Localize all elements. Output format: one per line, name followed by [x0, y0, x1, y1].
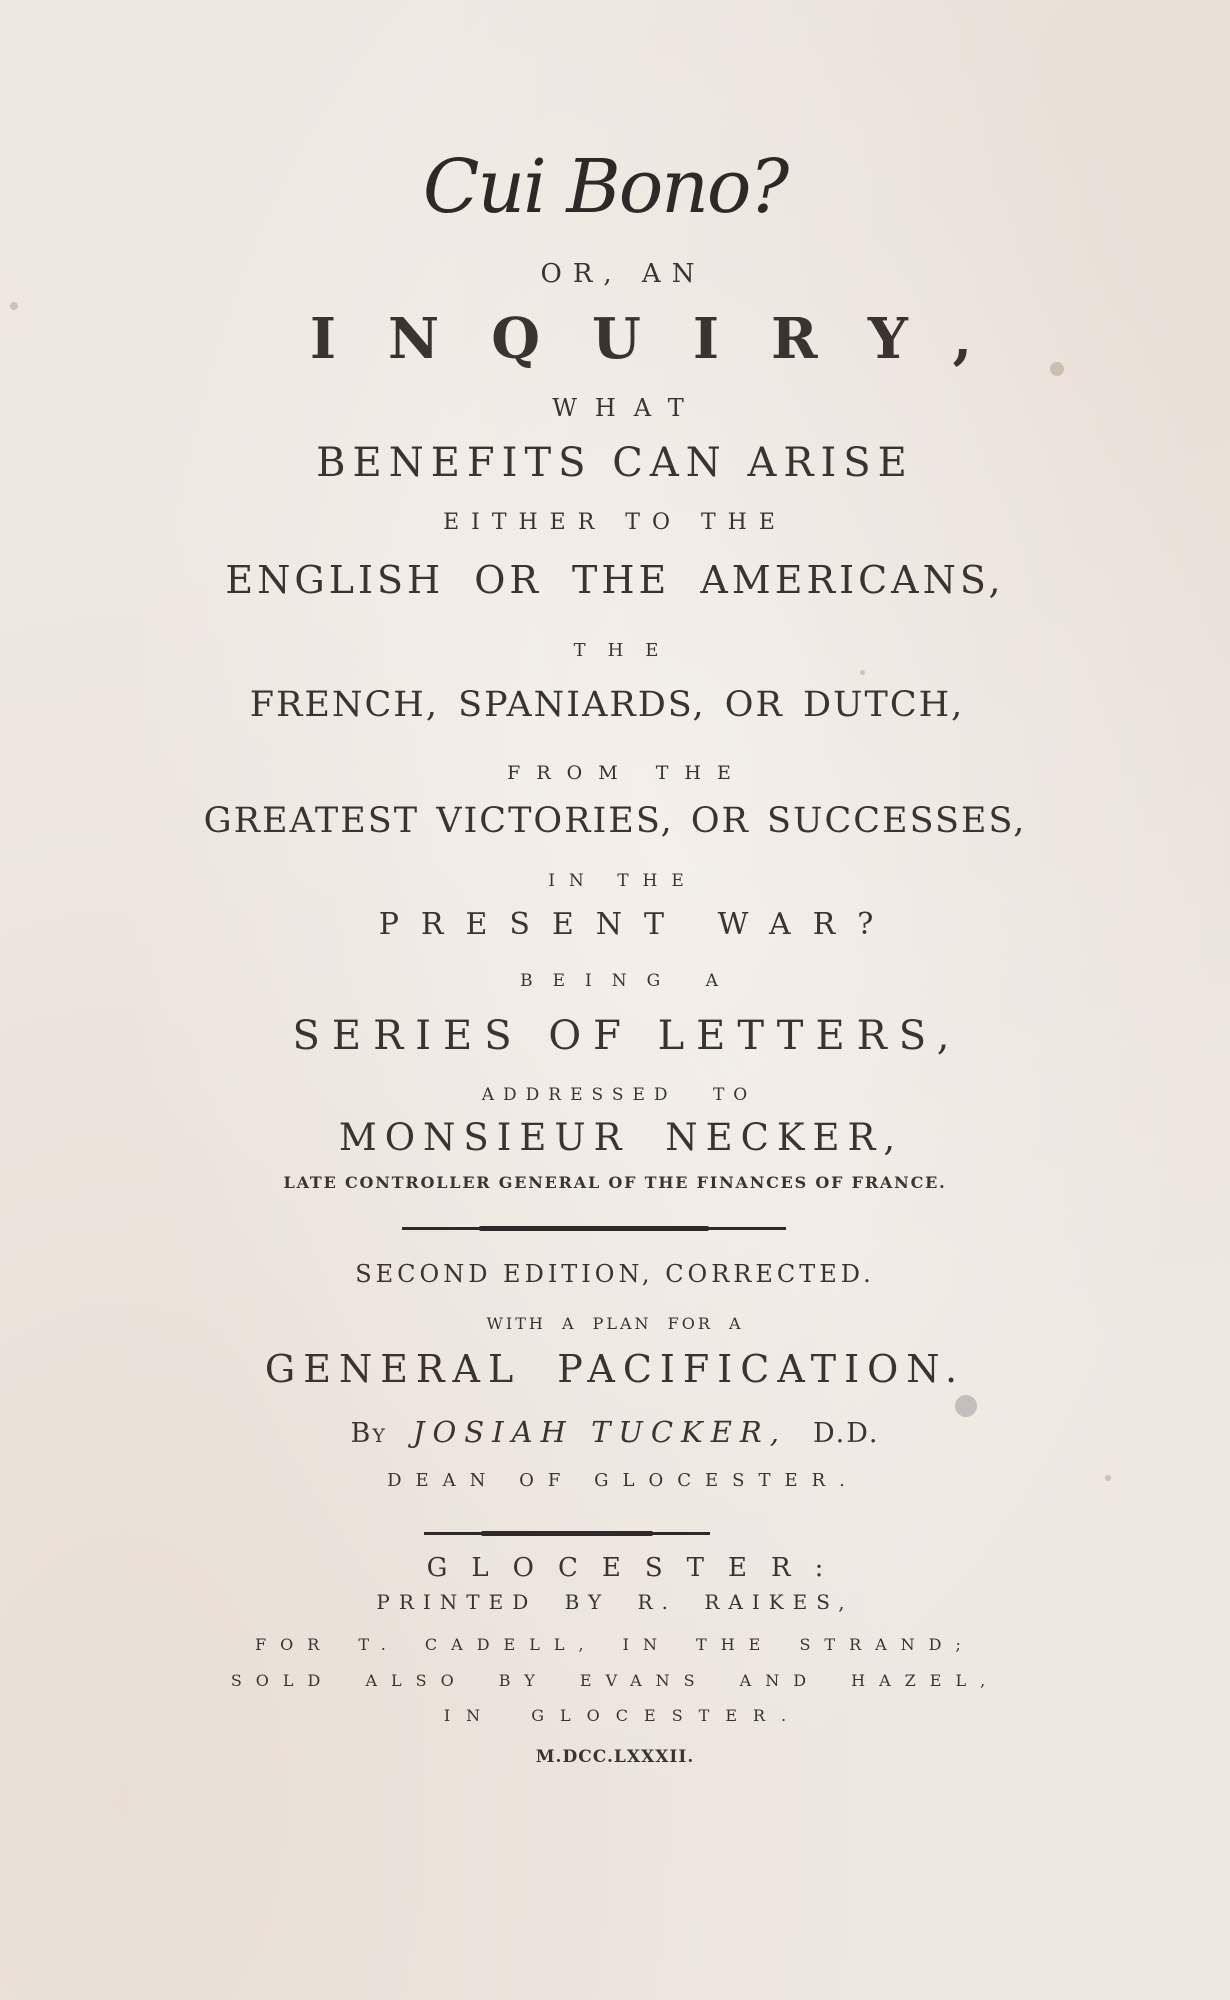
inquiry-line: INQUIRY, [309, 306, 1025, 372]
imprint-date: M.DCC.LXXXII. [535, 1747, 695, 1767]
in-the-line: IN THE [548, 871, 698, 891]
divider-rule [402, 1227, 786, 1230]
author-line [0, 1415, 1230, 1449]
with-plan-line: WITH A PLAN FOR A [486, 1314, 744, 1333]
what-line: WHAT [552, 394, 702, 422]
second-edition-line: SECOND EDITION, CORRECTED. [355, 1260, 875, 1288]
the-line: THE [573, 640, 681, 661]
present-war-line: PRESENT WAR? [378, 907, 896, 942]
late-controller-line: LATE CONTROLLER GENERAL OF THE FINANCES OF FRANCE. [283, 1173, 947, 1192]
being-a-line: BEING A [520, 971, 738, 991]
foxing-spot [955, 1395, 977, 1417]
foxing-spot [860, 670, 865, 675]
series-line: SERIES OF LETTERS, [292, 1013, 962, 1059]
by-word: By [350, 1418, 387, 1449]
foxing-spot [10, 302, 18, 310]
benefits-line: BENEFITS CAN ARISE [316, 440, 914, 486]
addressed-line: ADDRESSED TO [481, 1085, 757, 1105]
greatest-line: GREATEST VICTORIES, OR SUCCESSES, [203, 801, 1027, 841]
dean-line: DEAN OF GLOCESTER. [387, 1470, 859, 1491]
either-line: EITHER TO THE [443, 510, 787, 535]
necker-line: MONSIEUR NECKER, [338, 1116, 904, 1159]
or-an-line: OR, AN [540, 259, 706, 289]
author-degree: D.D. [812, 1418, 880, 1449]
imprint-place: GLOCESTER: [426, 1553, 848, 1583]
general-pacification-line: GENERAL PACIFICATION. [264, 1347, 966, 1391]
imprint-in-glocester: IN GLOCESTER. [443, 1706, 803, 1725]
imprint-cadell: FOR T. CADELL, IN THE STRAND; [255, 1635, 975, 1654]
imprint-printer: PRINTED BY R. RAIKES, [376, 1590, 854, 1614]
main-title: Cui Bono? [422, 144, 788, 230]
author-name: JOSIAH TUCKER, [412, 1415, 787, 1449]
divider-rule [424, 1532, 710, 1535]
from-the-line: FROM THE [507, 762, 747, 784]
french-line: FRENCH, SPANIARDS, OR DUTCH, [249, 685, 965, 725]
imprint-sold-also: SOLD ALSO BY EVANS AND HAZEL, [230, 1671, 1000, 1690]
english-line: ENGLISH OR THE AMERICANS, [225, 558, 1005, 602]
